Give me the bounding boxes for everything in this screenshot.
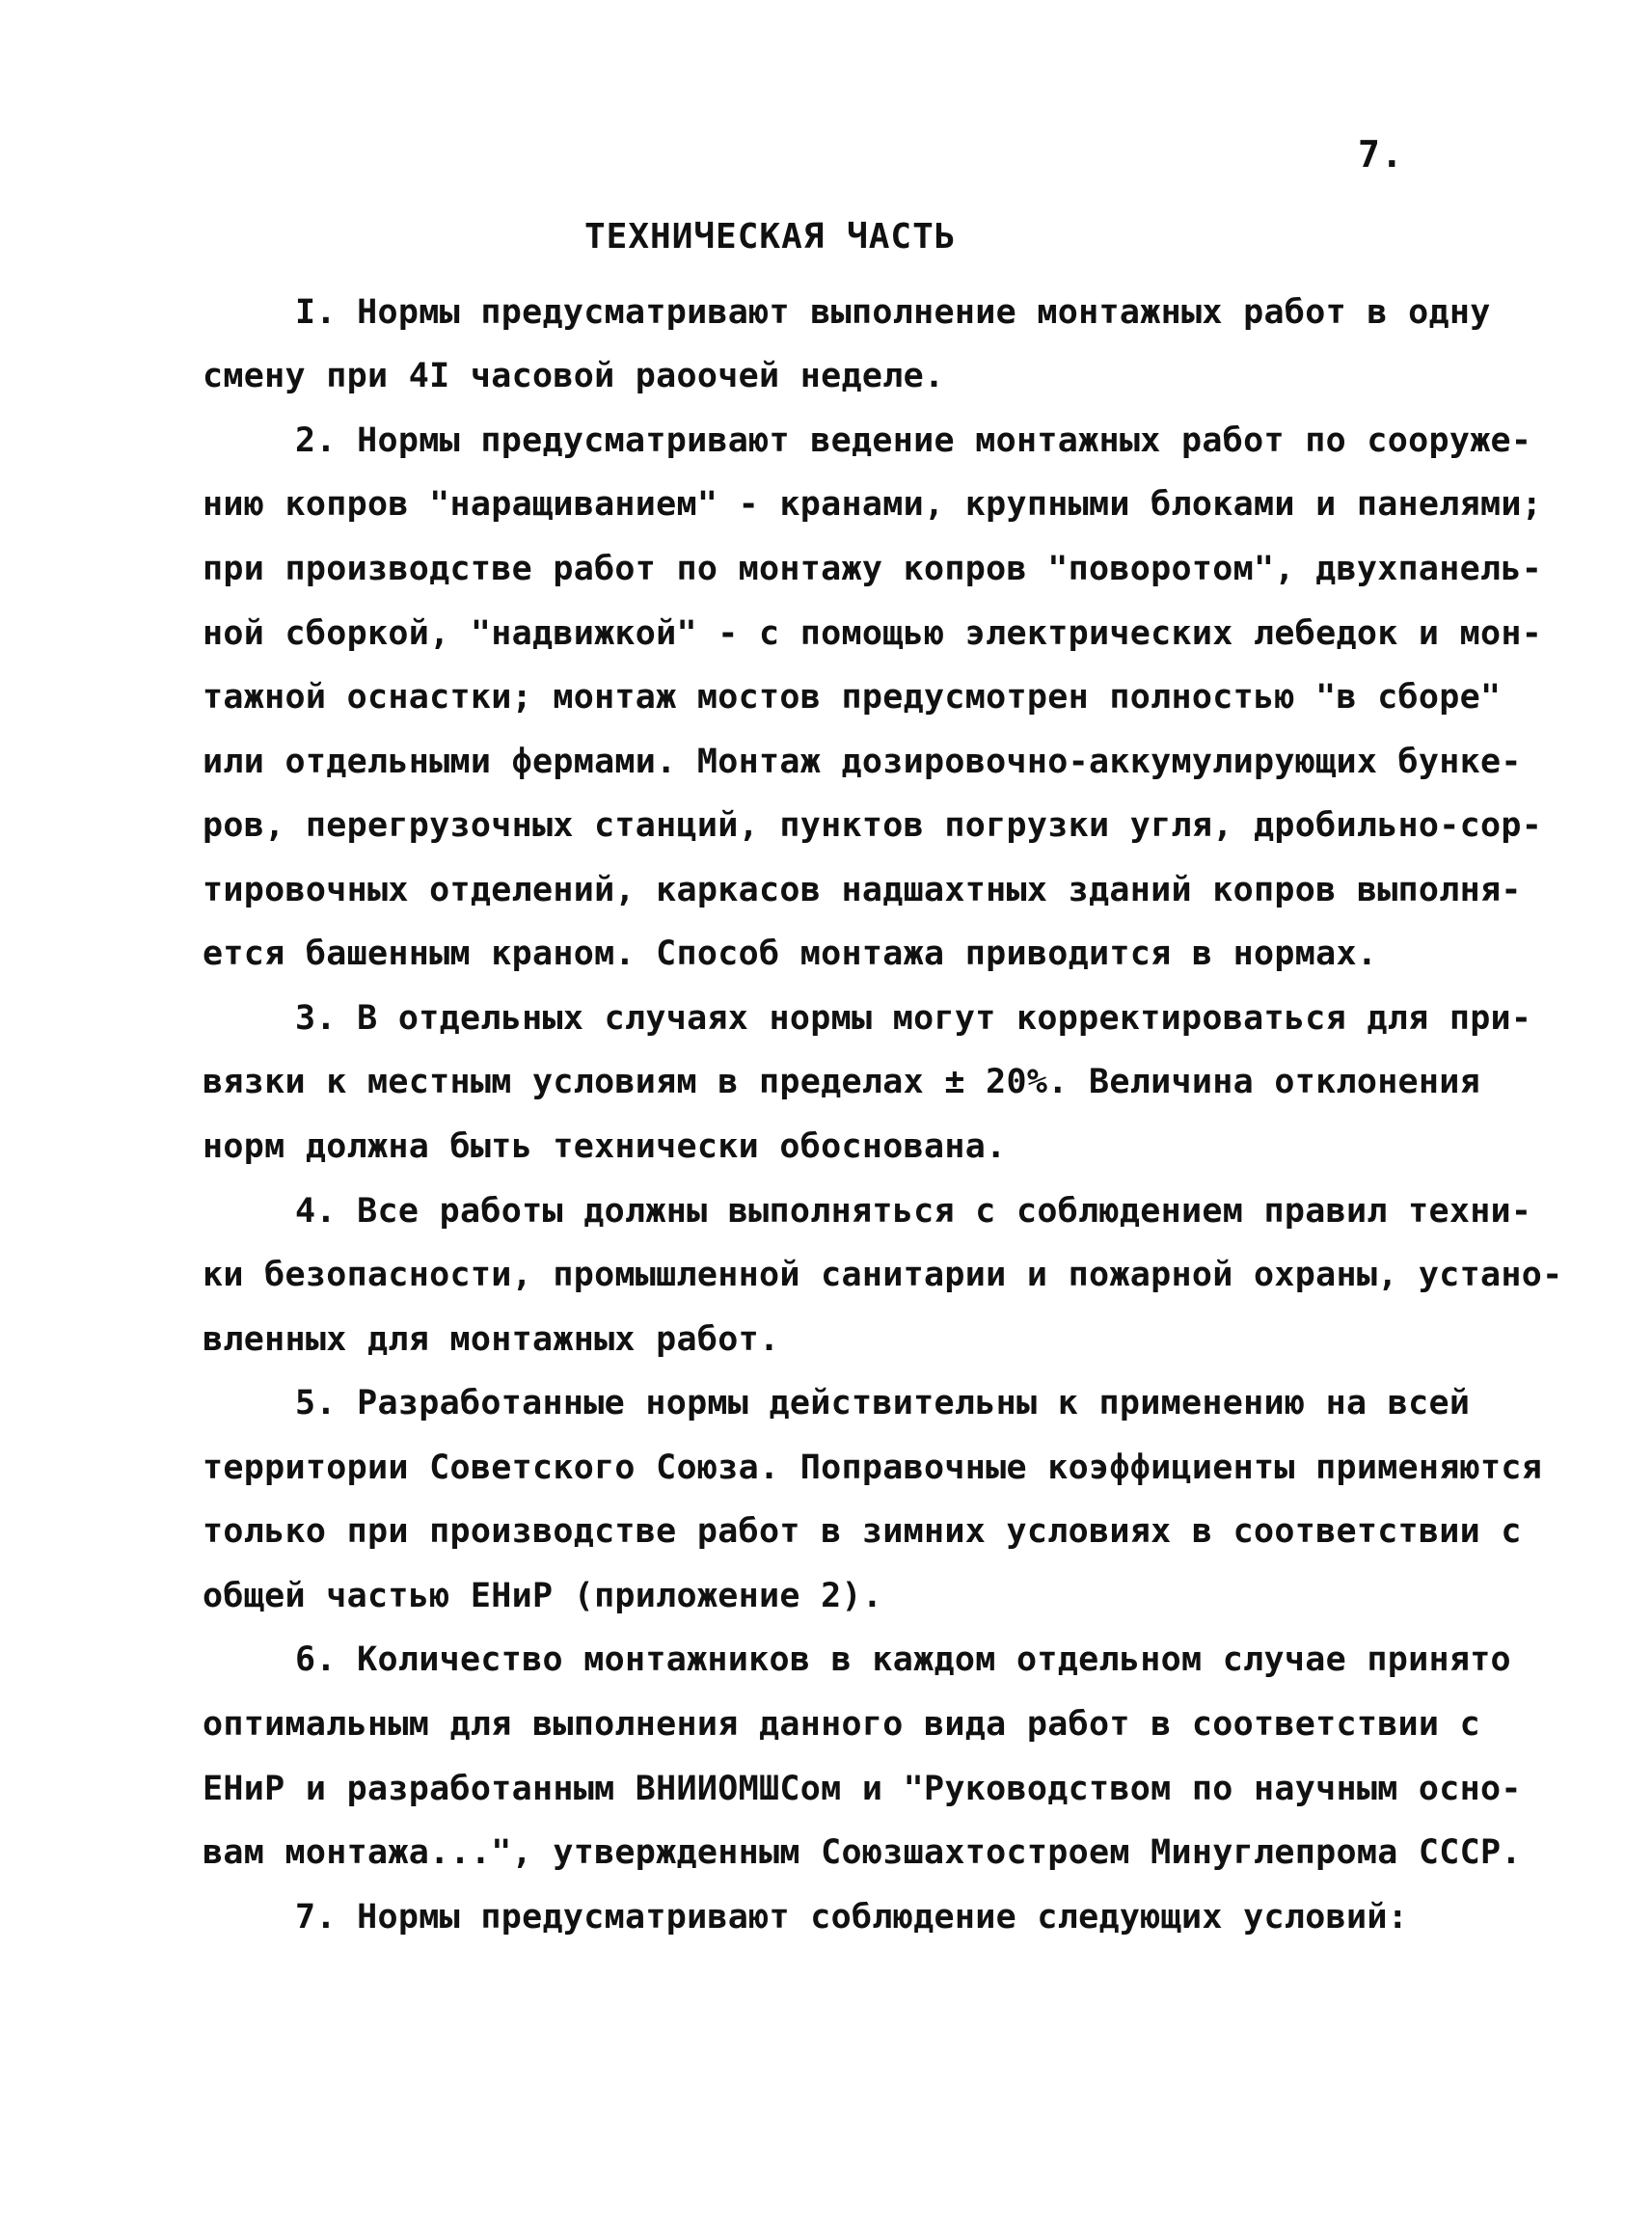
- text-line: ки безопасности, промышленной санитарии и пожарной охраны, устано-: [203, 1256, 1563, 1294]
- text-line: территории Советского Союза. Поправочные коэффициенты применяются: [203, 1449, 1543, 1487]
- text-line: вам монтажа...", утвержденным Союзшахтостроем Минуглепрома СССР.: [203, 1833, 1522, 1872]
- text-line: ЕНиР и разработанным ВНИИОМШСом и "Руководством по научным осно-: [203, 1770, 1522, 1808]
- text-line: нию копров "наращиванием" - кранами, крупными блоками и панелями;: [203, 485, 1543, 524]
- text-line: общей частью ЕНиР (приложение 2).: [203, 1577, 883, 1615]
- text-line: 7. Нормы предусматривают соблюдение следующих условий:: [295, 1898, 1409, 1937]
- text-line: только при производстве работ в зимних условиях в соответствии с: [203, 1512, 1522, 1551]
- text-line: оптимальным для выполнения данного вида работ в соответствии с: [203, 1705, 1481, 1744]
- text-line: 4. Все работы должны выполняться с соблюдением правил техни-: [295, 1192, 1532, 1231]
- text-line: смену при 4I часовой раоочей неделе.: [203, 357, 945, 395]
- section-title: ТЕХНИЧЕСКАЯ ЧАСТЬ: [584, 217, 957, 257]
- text-line: норм должна быть технически обоснована.: [203, 1127, 1007, 1166]
- text-line: или отдельными фермами. Монтаж дозировочно-аккумулирующих бунке-: [203, 743, 1522, 781]
- text-line: при производстве работ по монтажу копров "поворотом", двухпанель-: [203, 550, 1543, 588]
- text-line: вязки к местным условиям в пределах ± 20%. Величина отклонения: [203, 1063, 1481, 1101]
- text-line: тировочных отделений, каркасов надшахтных зданий копров выполня-: [203, 871, 1522, 909]
- text-line: вленных для монтажных работ.: [203, 1320, 780, 1359]
- text-line: ров, перегрузочных станций, пунктов погрузки угля, дробильно-сор-: [203, 806, 1543, 845]
- text-line: I. Нормы предусматривают выполнение монтажных работ в одну: [295, 293, 1491, 332]
- text-line: 3. В отдельных случаях нормы могут корректироваться для при-: [295, 999, 1532, 1038]
- text-line: тажной оснастки; монтаж мостов предусмотрен полностью "в сборе": [203, 678, 1502, 717]
- text-line: 5. Разработанные нормы действительны к применению на всей: [295, 1384, 1471, 1422]
- text-line: 2. Нормы предусматривают ведение монтажных работ по сооруже-: [295, 421, 1532, 460]
- text-line: ется башенным краном. Способ монтажа приводится в нормах.: [203, 934, 1378, 973]
- page-number: 7.: [1358, 133, 1404, 176]
- text-line: 6. Количество монтажников в каждом отдельном случае принято: [295, 1640, 1511, 1679]
- text-line: ной сборкой, "надвижкой" - с помощью электрических лебедок и мон-: [203, 614, 1543, 653]
